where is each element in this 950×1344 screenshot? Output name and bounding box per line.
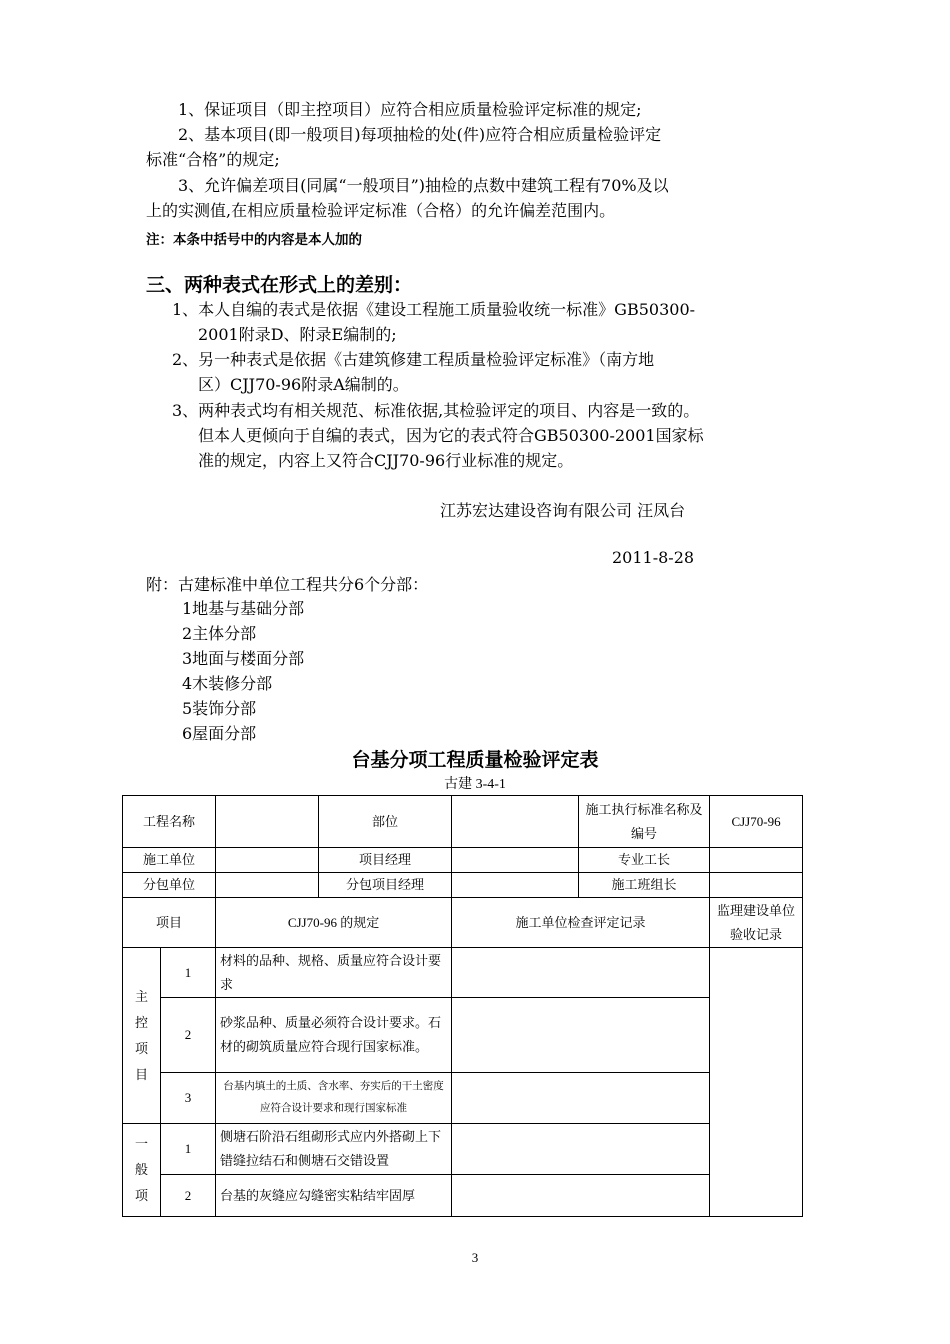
header-check-record: 施工单位检查评定记录 (452, 898, 710, 948)
diff-item-2-line1: 2、另一种表式是依据《古建筑修建工程质量检验评定标准》（南方地 (172, 350, 655, 369)
group-main-items: 主 控 项 目 (123, 948, 161, 1124)
standard-value: CJJ70-96 (710, 796, 803, 848)
check-record-cell[interactable] (452, 1124, 710, 1175)
rule-text: 台基内填土的土质、含水率、夯实后的干土密度应符合设计要求和现行国家标准 (216, 1073, 452, 1124)
header-item: 项目 (123, 898, 216, 948)
section-3-heading: 三、两种表式在形式上的差别： (146, 274, 413, 296)
row-number: 3 (161, 1073, 216, 1124)
label-contractor: 施工单位 (123, 848, 216, 873)
label-subcontractor: 分包单位 (123, 873, 216, 898)
check-record-cell[interactable] (452, 948, 710, 998)
clause-3-line2: 上的实测值,在相应质量检验评定标准（合格）的允许偏差范围内。 (146, 201, 616, 220)
field-contractor[interactable] (216, 848, 319, 873)
clause-1: 1、保证项目（即主控项目）应符合相应质量检验评定标准的规定; (178, 100, 642, 119)
clause-2-line2: 标准“合格”的规定; (146, 150, 280, 169)
field-team-leader[interactable] (710, 873, 803, 898)
label-sub-manager: 分包项目经理 (319, 873, 452, 898)
page-number: 3 (471, 1250, 479, 1265)
header-rule: CJJ70-96 的规定 (216, 898, 452, 948)
field-location[interactable] (452, 796, 579, 848)
rule-text: 台基的灰缝应勾缝密实粘结牢固厚 (216, 1175, 452, 1217)
rule-text: 材料的品种、规格、质量应符合设计要求 (216, 948, 452, 998)
rule-text: 砂浆品种、质量必须符合设计要求。石材的砌筑质量应符合现行国家标准。 (216, 998, 452, 1073)
form-code: 古建 3-4-1 (444, 777, 506, 792)
clause-2-line1: 2、基本项目(即一般项目)每项抽检的处(件)应符合相应质量检验评定 (178, 125, 662, 144)
check-record-cell[interactable] (452, 1175, 710, 1217)
label-foreman: 专业工长 (579, 848, 710, 873)
label-standard-name: 施工执行标准名称及编号 (579, 796, 710, 848)
field-project-manager[interactable] (452, 848, 579, 873)
field-subcontractor[interactable] (216, 873, 319, 898)
appendix-item: 2主体分部 (182, 624, 257, 643)
form-title: 台基分项工程质量检验评定表 (351, 749, 599, 771)
note: 注：本条中括号中的内容是本人加的 (146, 232, 362, 248)
rule-text: 侧塘石阶沿石组砌形式应内外搭砌上下错缝拉结石和侧塘石交错设置 (216, 1124, 452, 1175)
quality-inspection-form (122, 795, 803, 1217)
diff-item-2-line2: 区）CJJ70-96附录A编制的。 (198, 375, 409, 394)
label-project-manager: 项目经理 (319, 848, 452, 873)
field-sub-manager[interactable] (452, 873, 579, 898)
appendix-item: 4木装修分部 (182, 674, 273, 693)
signature-author: 江苏宏达建设咨询有限公司 汪凤台 (440, 501, 686, 520)
label-location: 部位 (319, 796, 452, 848)
diff-item-3-line2: 但本人更倾向于自编的表式，因为它的表式符合GB50300-2001国家标 (198, 426, 704, 445)
diff-item-1-line1: 1、本人自编的表式是依据《建设工程施工质量验收统一标准》GB50300- (172, 300, 696, 319)
check-record-cell[interactable] (452, 998, 710, 1073)
diff-item-1-line2: 2001附录D、附录E编制的; (198, 325, 397, 344)
label-team-leader: 施工班组长 (579, 873, 710, 898)
header-acceptance: 监理建设单位验收记录 (710, 898, 803, 948)
row-number: 1 (161, 1124, 216, 1175)
row-number: 2 (161, 1175, 216, 1217)
appendix-item: 3地面与楼面分部 (182, 649, 305, 668)
appendix-item: 1地基与基础分部 (182, 599, 305, 618)
diff-item-3-line1: 3、两种表式均有相关规范、标准依据,其检验评定的项目、内容是一致的。 (172, 401, 700, 420)
field-foreman[interactable] (710, 848, 803, 873)
diff-item-3-line3: 准的规定，内容上又符合CJJ70-96行业标准的规定。 (198, 451, 574, 470)
label-project-name: 工程名称 (123, 796, 216, 848)
group-general-items: 一 般 项 (123, 1124, 161, 1217)
acceptance-cell[interactable] (710, 948, 803, 1217)
row-number: 1 (161, 948, 216, 998)
field-project-name[interactable] (216, 796, 319, 848)
appendix-intro: 附：古建标准中单位工程共分6个分部： (146, 575, 429, 594)
appendix-item: 6屋面分部 (182, 724, 257, 743)
row-number: 2 (161, 998, 216, 1073)
check-record-cell[interactable] (452, 1073, 710, 1124)
signature-date: 2011-8-28 (612, 548, 695, 567)
clause-3-line1: 3、允许偏差项目(同属“一般项目”)抽检的点数中建筑工程有70%及以 (178, 176, 669, 195)
appendix-item: 5装饰分部 (182, 699, 257, 718)
